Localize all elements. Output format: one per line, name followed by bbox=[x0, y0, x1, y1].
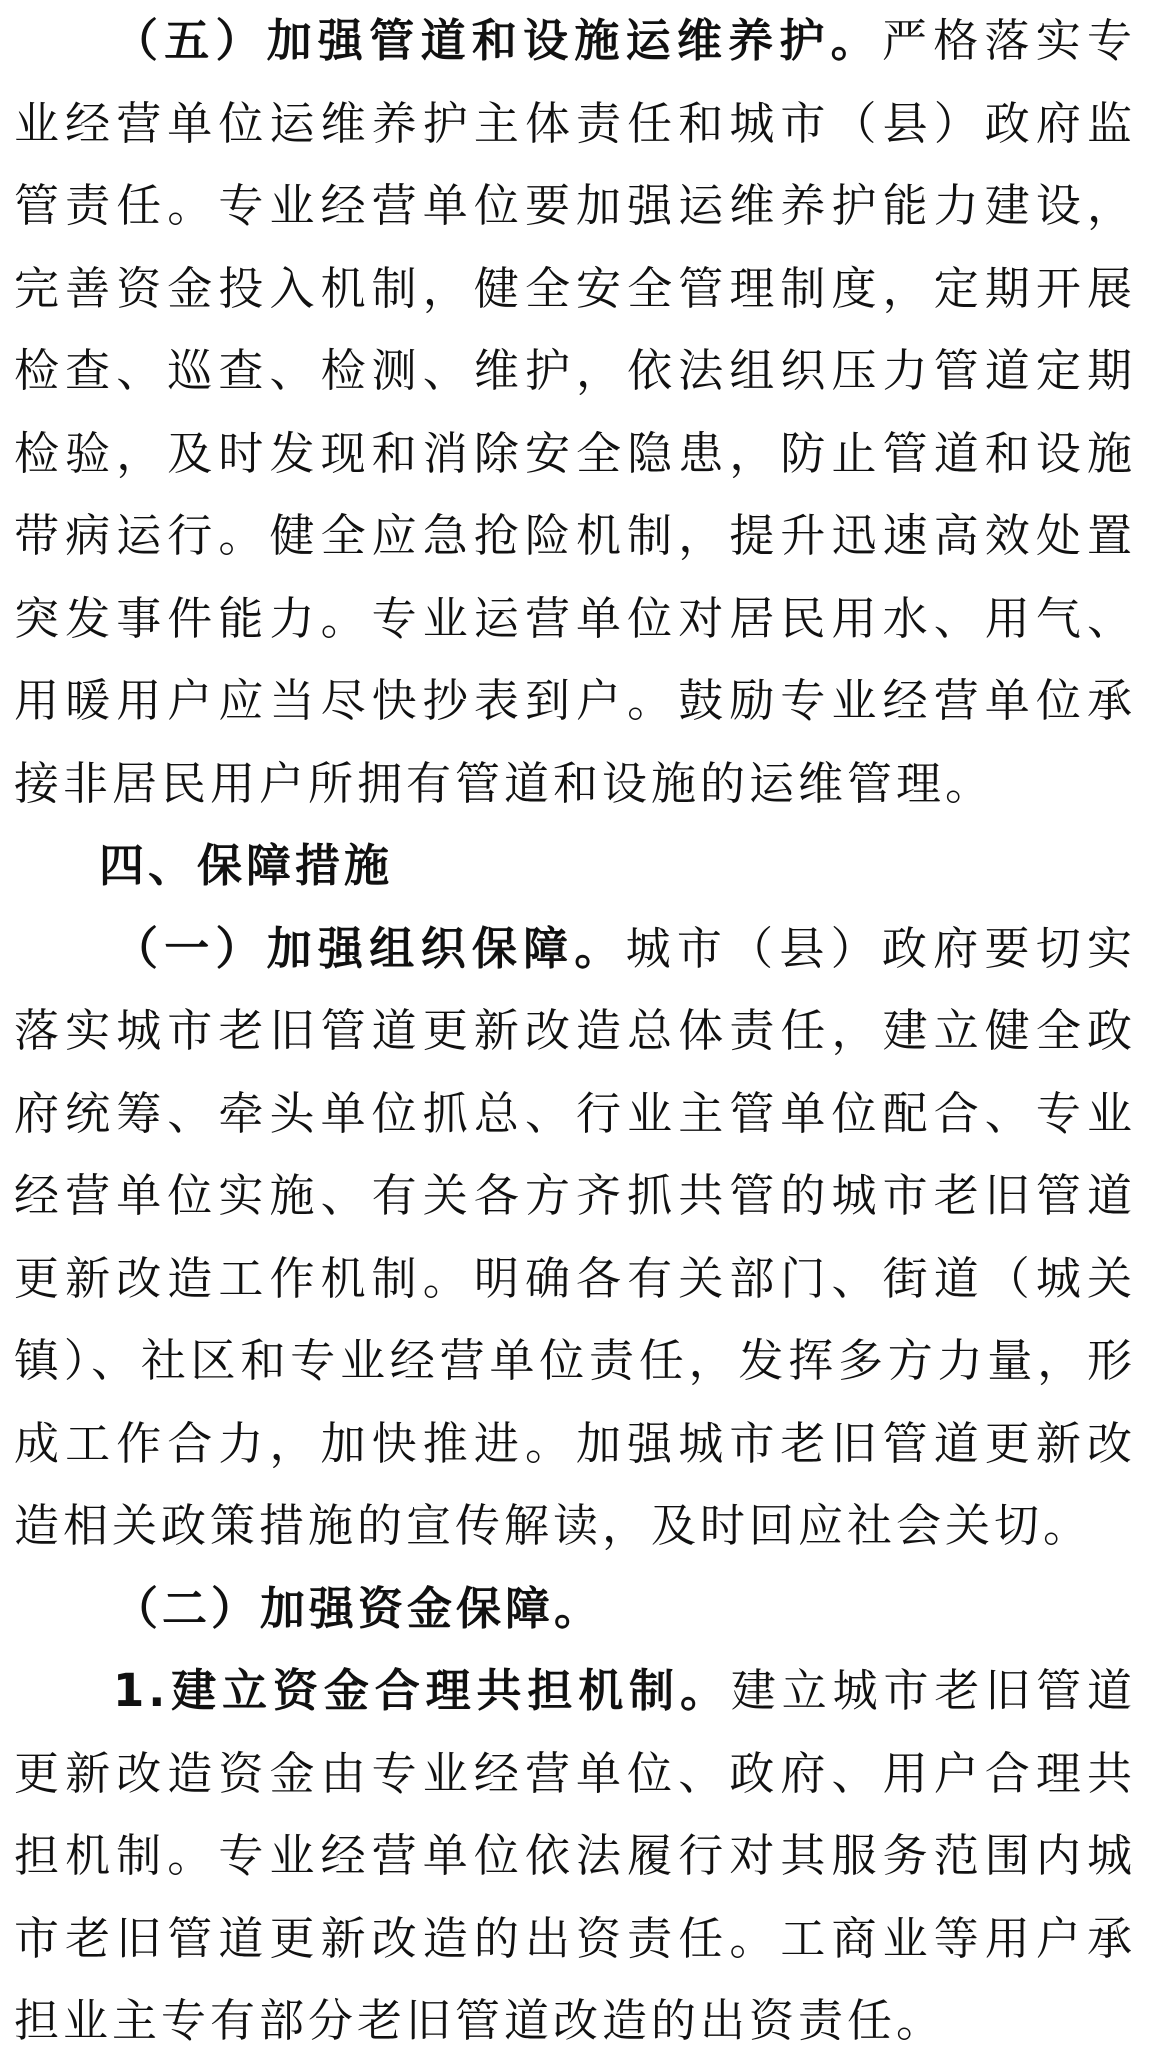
section-heading-safeguards: 四、保障措施 bbox=[99, 839, 394, 892]
paragraph-body: 建立城市老旧管道更新改造资金由专业经营单位、政府、用户合理共担机制。专业经营单位依法履行对其服务范围内城市老旧管道更新改造的出资责任。工商业等用户承担业主专有部分老旧管道改造的出资责任。 bbox=[14, 1664, 1136, 2047]
paragraph-lead: 1.建立资金合理共担机制。 bbox=[113, 1664, 731, 1717]
paragraph-lead: （一）加强组织保障。 bbox=[113, 921, 626, 975]
paragraph-body: 严格落实专业经营单位运维养护主体责任和城市（县）政府监管责任。专业经营单位要加强运维养护能力建设，完善资金投入机制，健全安全管理制度，定期开展检查、巡查、检测、维护，依法组织压力管道定期检验，及时发现和消除安全隐患，防止管道和设施带病运行。健全应急抢险机制，提升迅速高效处置突发事件能力。专业运营单位对居民用水、用气、用暖用户应当尽快抄表到户。鼓励专业经营单位承接非居民用户所拥有管道和设施的运维管理。 bbox=[14, 14, 1136, 810]
paragraph-pipeline-maintenance bbox=[14, 0, 1136, 825]
paragraph-funding bbox=[14, 1568, 1136, 1651]
paragraph-cost-sharing bbox=[14, 1650, 1136, 2063]
paragraph-body: 城市（县）政府要切实落实城市老旧管道更新改造总体责任，建立健全政府统筹、牵头单位抓总、行业主管单位配合、专业经营单位实施、有关各方齐抓共管的城市老旧管道更新改造工作机制。明确各有关部门、街道（城关镇）、社区和专业经营单位责任，发挥多方力量，形成工作合力，加快推进。加强城市老旧管道更新改造相关政策措施的宣传解读，及时回应社会关切。 bbox=[14, 921, 1136, 1552]
paragraph-lead: （二）加强资金保障。 bbox=[113, 1581, 604, 1635]
document-page bbox=[14, 0, 1136, 2063]
paragraph-lead: （五）加强管道和设施运维养护。 bbox=[113, 14, 882, 67]
paragraph-organization bbox=[14, 908, 1136, 1568]
